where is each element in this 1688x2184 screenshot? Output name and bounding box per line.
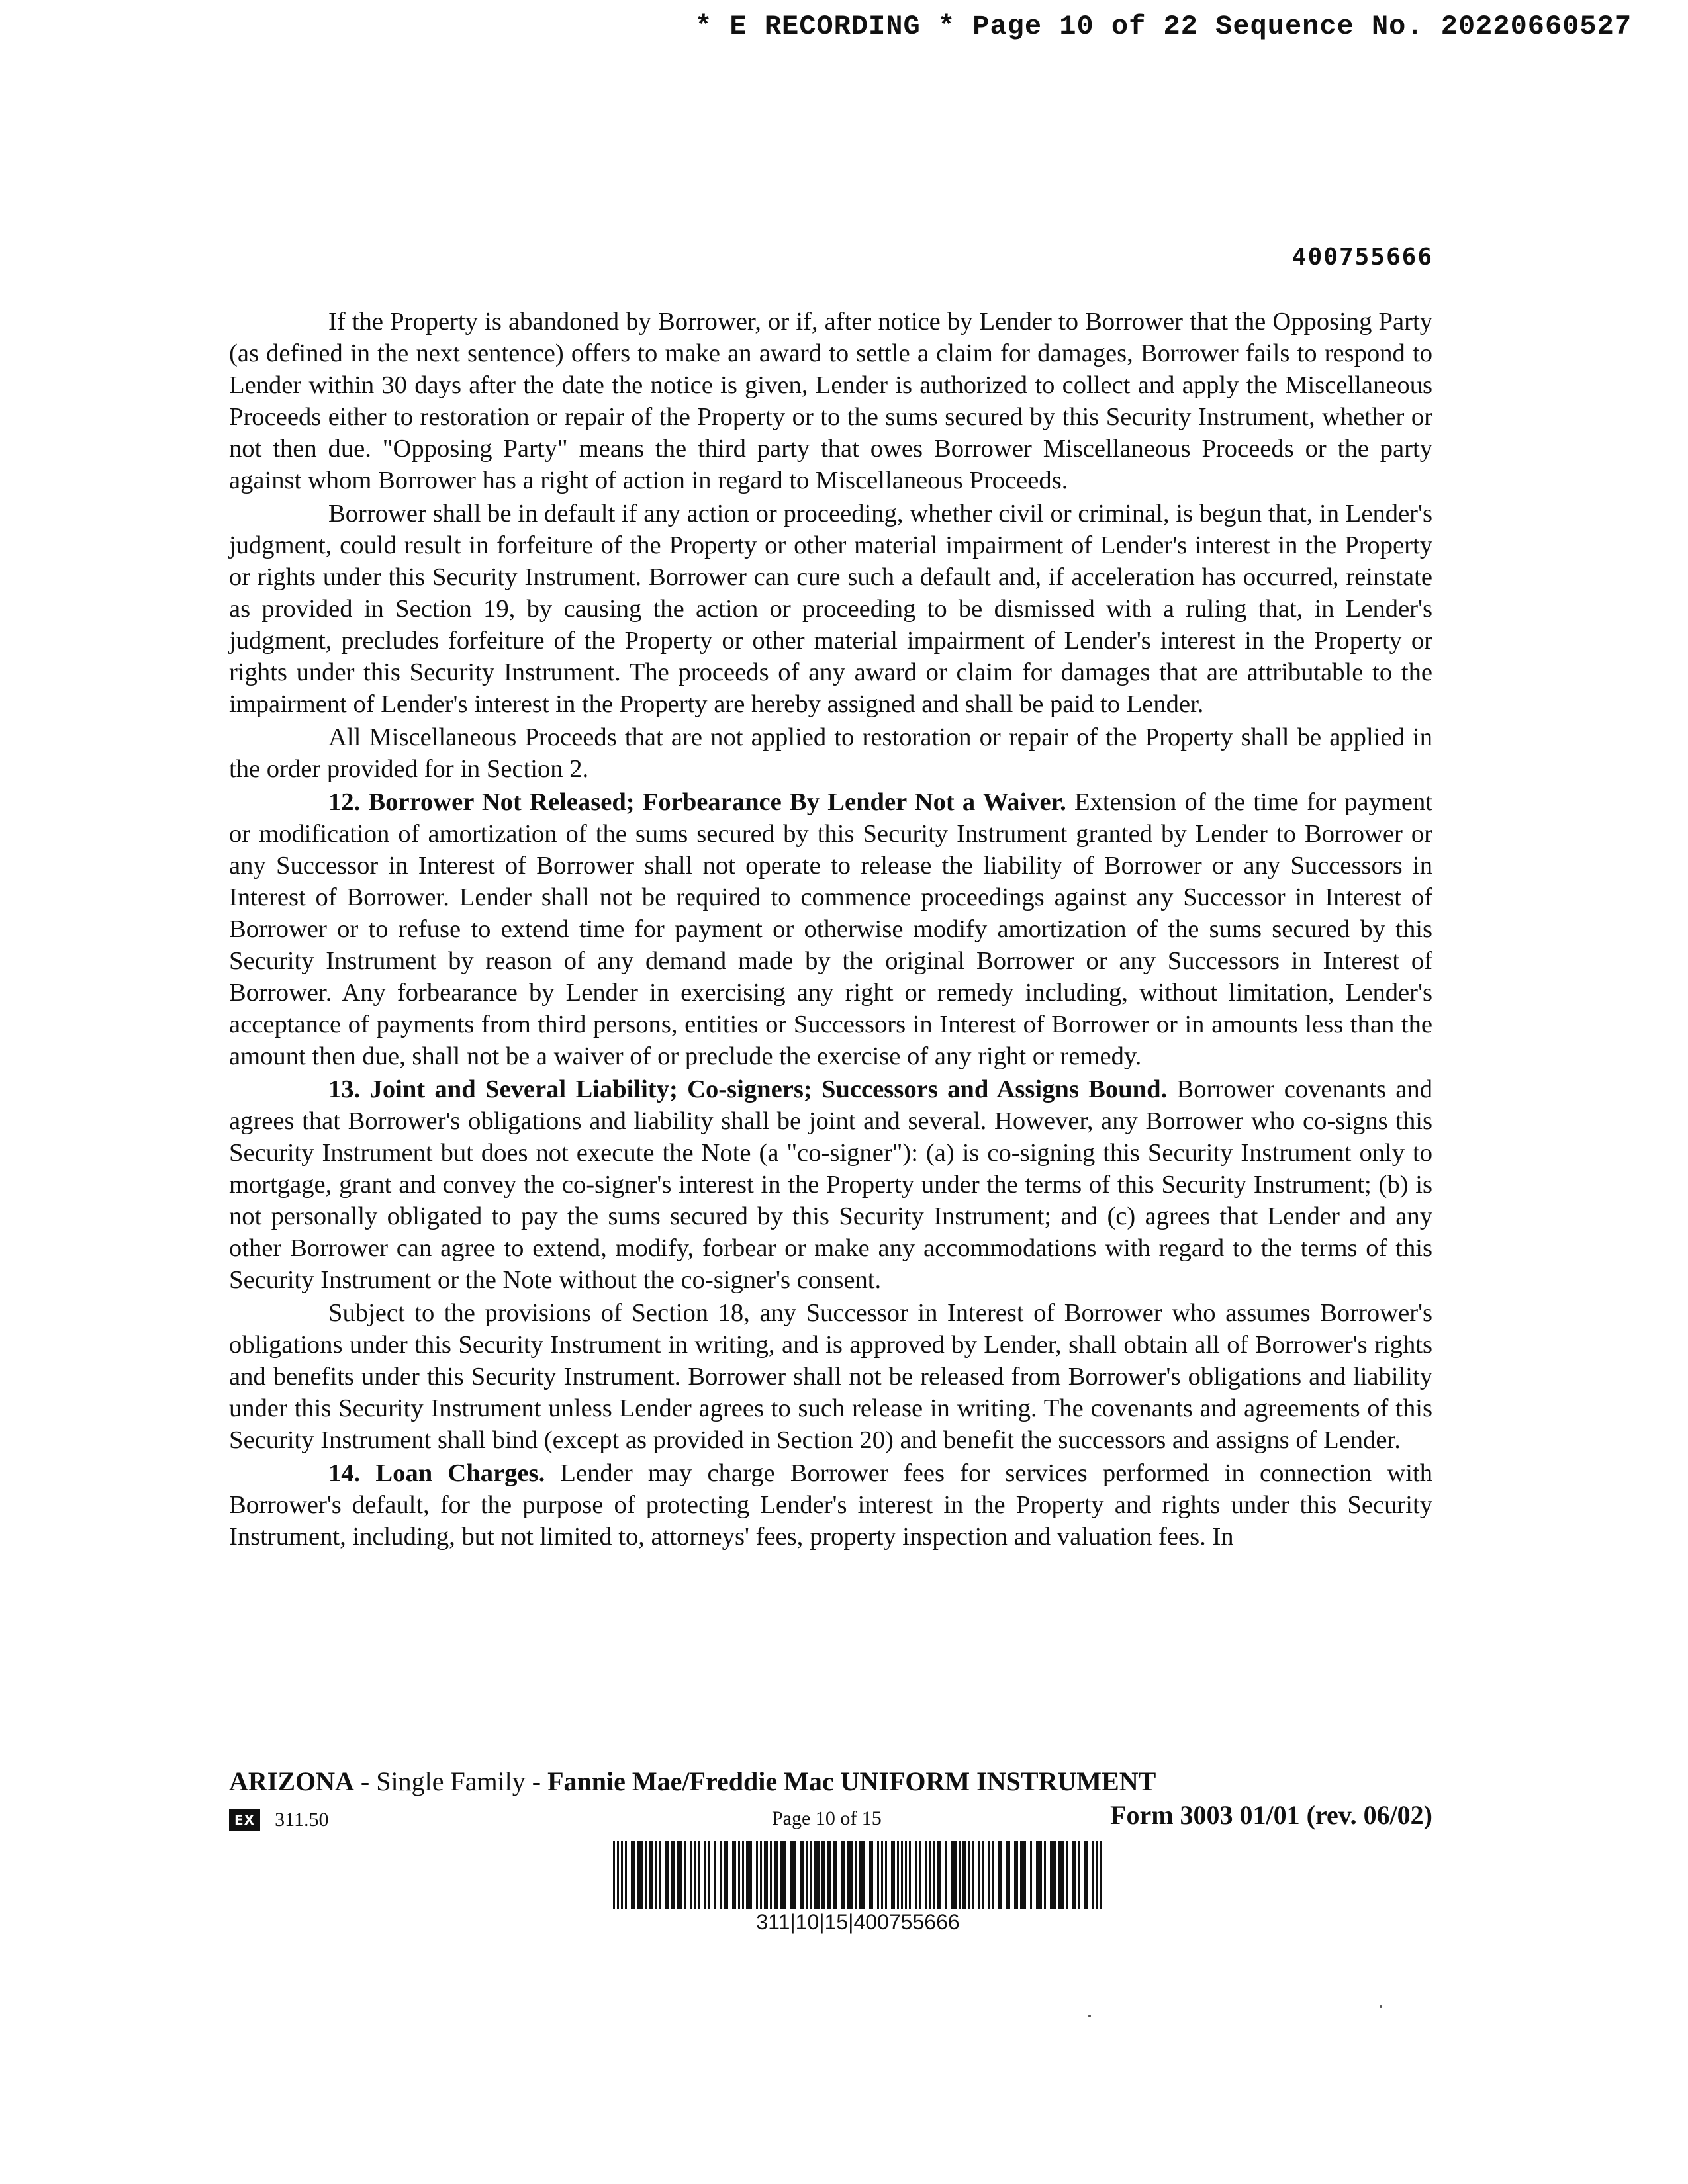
- barcode-bar: [885, 1841, 887, 1909]
- section-12-title: 12. Borrower Not Released; Forbearance By Lender Not a Waiver.: [328, 788, 1066, 816]
- barcode-bar: [724, 1841, 728, 1909]
- barcode-bar: [869, 1841, 873, 1909]
- barcode-bar: [760, 1841, 762, 1909]
- footer-form-line: [229, 1799, 1432, 1837]
- barcode-bar: [1020, 1841, 1026, 1909]
- barcode-bar: [982, 1841, 984, 1909]
- paragraph-misc-proceeds: All Miscellaneous Proceeds that are not applied to restoration or repair of the Property shall be applied in the order provided for in Section 2.: [229, 723, 1432, 783]
- barcode-bar: [690, 1841, 692, 1909]
- barcode-bar: [684, 1841, 686, 1909]
- barcode: [613, 1841, 1103, 1909]
- form-footer: [229, 1766, 1432, 1837]
- barcode-bar: [929, 1841, 931, 1909]
- barcode-bar: [617, 1841, 619, 1909]
- barcode-block: [613, 1841, 1103, 1934]
- barcode-bar: [720, 1841, 722, 1909]
- barcode-bar: [945, 1841, 947, 1909]
- barcode-bar: [909, 1841, 911, 1909]
- barcode-bar: [1084, 1841, 1088, 1909]
- barcode-bar: [859, 1841, 865, 1909]
- barcode-bar: [1066, 1841, 1068, 1909]
- paragraph-successors: Subject to the provisions of Section 18, any Successor in Interest of Borrower who assumes Borrower's obligations under this Security Instrument in writing, and is approved by Lender, shall obtain all of Borrower's rights and benefits under this Security Instrument. Borrower shall not be released from Borrower's obligations and liability under this Security Instrument unless Lender agrees to such release in writing. The covenants and agreements of this Security Instrument shall bind (except as provided in Section 20) and benefit the successors and assigns of Lender.: [229, 1299, 1432, 1454]
- barcode-bar: [790, 1841, 796, 1909]
- barcode-bar: [972, 1841, 974, 1909]
- barcode-bar: [806, 1841, 808, 1909]
- recording-header: * E RECORDING * Page 10 of 22 Sequence No. 20220660527: [695, 11, 1632, 42]
- barcode-bar: [704, 1841, 706, 1909]
- barcode-bar: [1030, 1841, 1032, 1909]
- barcode-bar: [891, 1841, 895, 1909]
- barcode-bar: [677, 1841, 682, 1909]
- barcode-bar: [919, 1841, 921, 1909]
- barcode-bar: [841, 1841, 845, 1909]
- barcode-bar: [698, 1841, 700, 1909]
- barcode-bar: [631, 1841, 635, 1909]
- barcode-bar: [877, 1841, 879, 1909]
- barcode-bar: [925, 1841, 927, 1909]
- barcode-bar: [613, 1841, 615, 1909]
- barcode-bar: [937, 1841, 941, 1909]
- barcode-bar: [847, 1841, 853, 1909]
- barcode-bar: [645, 1841, 647, 1909]
- footer-state: ARIZONA: [229, 1766, 354, 1796]
- form-number: Form 3003 01/01 (rev. 06/02): [1110, 1800, 1432, 1830]
- barcode-bar: [1100, 1841, 1102, 1909]
- barcode-bar: [655, 1841, 657, 1909]
- scan-speck: [1088, 2015, 1091, 2017]
- barcode-bar: [814, 1841, 820, 1909]
- form-code: EX 311.50: [229, 1809, 328, 1831]
- barcode-bar: [1078, 1841, 1080, 1909]
- barcode-bar: [649, 1841, 653, 1909]
- barcode-bar: [1092, 1841, 1094, 1909]
- page-number: Page 10 of 15: [772, 1807, 882, 1829]
- barcode-bar: [746, 1841, 752, 1909]
- barcode-bar: [1058, 1841, 1064, 1909]
- barcode-bar: [833, 1841, 837, 1909]
- barcode-bar: [625, 1841, 627, 1909]
- barcode-bar: [1036, 1841, 1042, 1909]
- barcode-bar: [901, 1841, 903, 1909]
- barcode-bar: [780, 1841, 786, 1909]
- section-14: 14. Loan Charges. Lender may charge Borrower fees for services performed in connection with Borrower's default, for the purpose of protecting Lender's interest in the Property and rights under this Security Instrument, including, but not limited to, attorneys' fees, property inspection and valuation fees. In: [229, 1459, 1432, 1551]
- barcode-bar: [897, 1841, 899, 1909]
- barcode-bar: [881, 1841, 883, 1909]
- barcode-bar: [621, 1841, 623, 1909]
- barcode-bar: [855, 1841, 857, 1909]
- section-13: 13. Joint and Several Liability; Co-signers; Successors and Assigns Bound. Borrower covenants and agrees that Borrower's obligations and liability shall be joint and several. However, any Borrower who co-signs this Security Instrument but does not execute the Note (a "co-signer"): (a) is co-signing this Security Instrument only to mortgage, grant and convey the co-signer's interest in the Property under the terms of this Security Instrument; (b) is not personally obligated to pay the sums secured by this Security Instrument; and (c) agrees that Lender and any other Borrower can agree to extend, modify, forbear or make any accommodations with regard to the terms of this Security Instrument or the Note without the co-signer's consent.: [229, 1075, 1432, 1294]
- barcode-bar: [1072, 1841, 1076, 1909]
- barcode-bar: [1044, 1841, 1046, 1909]
- section-12: 12. Borrower Not Released; Forbearance By Lender Not a Waiver. Extension of the time for payment or modification of amortization of the sums secured by this Security Instrument granted by Lender to Borrower or any Successor in Interest of Borrower shall not operate to release the liability of Borrower or any Successors in Interest of Borrower. Lender shall not be required to commence proceedings against any Successor in Interest of Borrower or to refuse to extend time for payment or otherwise modify amortization of the sums secured by this Security Instrument by reason of any demand made by the original Borrower or any Successors in Interest of Borrower. Any forbearance by Lender in exercising any right or remedy including, without limitation, Lender's acceptance of payments from third persons, entities or Successors in Interest of Borrower or in amounts less than the amount then due, shall not be a waiver of or preclude the exercise of any right or remedy.: [229, 788, 1432, 1070]
- barcode-bar: [1014, 1841, 1018, 1909]
- footer-instrument: Fannie Mae/Freddie Mac UNIFORM INSTRUMENT: [547, 1766, 1156, 1796]
- barcode-bar: [659, 1841, 661, 1909]
- barcode-bar: [671, 1841, 675, 1909]
- barcode-bar: [827, 1841, 831, 1909]
- barcode-bar: [665, 1841, 669, 1909]
- paragraph-abandoned-property: If the Property is abandoned by Borrower, or if, after notice by Lender to Borrower that the Opposing Party (as defined in the next sentence) offers to make an award to settle a claim for damages, Borrower fails to respond to Lender within 30 days after the date the notice is given, Lender is authorized to collect and apply the Miscellaneous Proceeds either to restoration or repair of the Property or to the sums secured by this Security Instrument, whether or not then due. "Opposing Party" means the third party that owes Borrower Miscellaneous Proceeds or the party against whom Borrower has a right of action in regard to Miscellaneous Proceeds.: [229, 308, 1432, 494]
- barcode-bar: [770, 1841, 772, 1909]
- barcode-bar: [992, 1841, 994, 1909]
- barcode-bar: [1050, 1841, 1056, 1909]
- barcode-bar: [1096, 1841, 1098, 1909]
- section-13-title: 13. Joint and Several Liability; Co-signers; Successors and Assigns Bound.: [328, 1075, 1168, 1103]
- ex-logo: EX: [229, 1809, 260, 1831]
- document-body: [229, 306, 1432, 1554]
- paragraph-default: Borrower shall be in default if any action or proceeding, whether civil or criminal, is begun that, in Lender's judgment, could result in forfeiture of the Property or other material impairment of Lender's interest in the Property or rights under this Security Instrument. Borrower can cure such a default and, if acceleration has occurred, reinstate as provided in Section 19, by causing the action or proceeding to be dismissed with a ruling that, in Lender's judgment, precludes forfeiture of the Property or other material impairment of Lender's interest in the Property or rights under this Security Instrument. The proceeds of any award or claim for damages that are attributable to the impairment of Lender's interest in the Property are hereby assigned and shall be paid to Lender.: [229, 500, 1432, 718]
- scan-speck: [1380, 2005, 1382, 2008]
- barcode-bar: [915, 1841, 917, 1909]
- footer-instrument-line: ARIZONA - Single Family - Fannie Mae/Freddie Mac UNIFORM INSTRUMENT: [229, 1766, 1156, 1796]
- barcode-bar: [774, 1841, 778, 1909]
- barcode-bar: [962, 1841, 966, 1909]
- barcode-bar: [951, 1841, 957, 1909]
- barcode-bar: [764, 1841, 768, 1909]
- loan-number: 400755666: [1291, 244, 1433, 271]
- barcode-bar: [694, 1841, 696, 1909]
- barcode-bar: [959, 1841, 961, 1909]
- barcode-bar: [714, 1841, 716, 1909]
- barcode-bar: [968, 1841, 970, 1909]
- barcode-bar: [742, 1841, 744, 1909]
- barcode-bar: [810, 1841, 812, 1909]
- barcode-bar: [821, 1841, 825, 1909]
- barcode-bar: [998, 1841, 1002, 1909]
- barcode-bar: [1006, 1841, 1010, 1909]
- section-14-title: 14. Loan Charges.: [328, 1459, 545, 1487]
- barcode-bar: [637, 1841, 643, 1909]
- barcode-bar: [756, 1841, 758, 1909]
- barcode-bar: [738, 1841, 740, 1909]
- barcode-bar: [988, 1841, 990, 1909]
- barcode-bar: [905, 1841, 907, 1909]
- barcode-caption: 311|10|15|400755666: [756, 1910, 960, 1934]
- barcode-bar: [708, 1841, 710, 1909]
- barcode-bar: [732, 1841, 736, 1909]
- barcode-bar: [978, 1841, 980, 1909]
- barcode-bar: [933, 1841, 935, 1909]
- barcode-bar: [800, 1841, 804, 1909]
